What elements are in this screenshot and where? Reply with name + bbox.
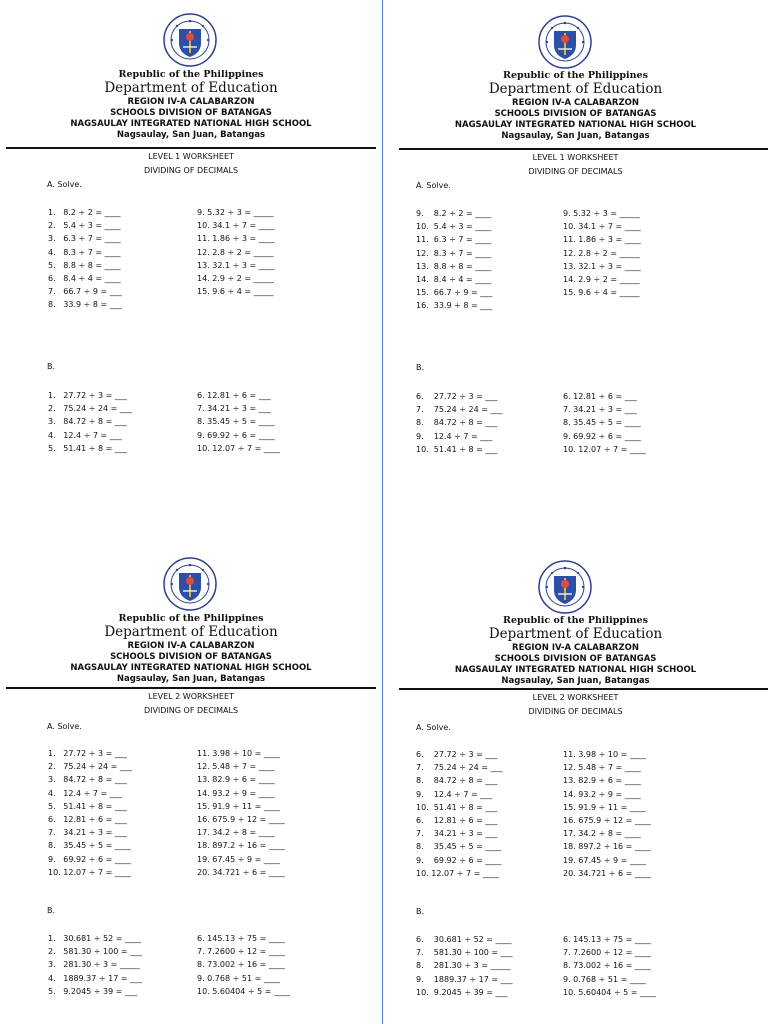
- worksheet-level2-b: [383, 545, 768, 1024]
- department-title: Department of Education: [488, 81, 663, 97]
- section-a-label: A. Solve.: [47, 722, 82, 731]
- region-text: REGION IV-A CALABARZON: [512, 98, 639, 108]
- problem-item: 13. 32.1 ÷ 3 = ____: [563, 261, 641, 271]
- problem-item: 13. 32.1 ÷ 3 = ____: [197, 260, 275, 270]
- section-a-label: A. Solve.: [47, 180, 82, 189]
- school-address: Nagsaulay, San Juan, Batangas: [116, 674, 266, 684]
- problem-item: 8. 35.45 ÷ 5 = ____: [197, 417, 275, 427]
- header-rule: [399, 148, 768, 150]
- problem-item: 19. 67.45 ÷ 9 = ____: [197, 854, 280, 864]
- problem-item: 18. 897.2 ÷ 16 = ____: [563, 842, 651, 852]
- problem-item: 17. 34.2 ÷ 8 = ____: [563, 829, 641, 839]
- problem-item: 10. 12.07 ÷ 7 = ____: [563, 444, 646, 454]
- department-title: Department of Education: [104, 624, 278, 640]
- section-b-right-list: [563, 933, 656, 999]
- worksheet-subtitle: [0, 151, 382, 179]
- problem-item: 4. 1889.37 ÷ 17 = ___: [48, 973, 143, 983]
- problem-item: 10. 51.41 ÷ 8 = ___: [416, 802, 498, 812]
- school-name: NAGSAULAY INTEGRATED NATIONAL HIGH SCHOOL: [70, 663, 312, 673]
- problem-item: 2. 75.24 ÷ 24 = ___: [48, 762, 132, 772]
- republic-text: Republic of the Philippines: [118, 69, 264, 80]
- deped-seal-icon: [538, 15, 592, 69]
- letterhead: [0, 69, 382, 141]
- problem-item: 9. 1889.37 ÷ 17 = ___: [416, 974, 513, 984]
- header-rule: [399, 688, 768, 690]
- problem-item: 3. 84.72 ÷ 8 = ___: [48, 417, 127, 427]
- problem-item: 4. 12.4 ÷ 7 = ___: [48, 788, 122, 798]
- problem-item: 14. 2.9 ÷ 2 = _____: [197, 274, 274, 284]
- header-rule: [6, 147, 376, 149]
- problem-item: 11. 1.86 ÷ 3 = ____: [197, 234, 275, 244]
- republic-text: Republic of the Philippines: [118, 613, 264, 624]
- problem-item: 12. 5.48 ÷ 7 = ____: [197, 762, 275, 772]
- problem-item: 8. 35.45 ÷ 5 = ____: [48, 841, 131, 851]
- worksheet-level: LEVEL 2 WORKSHEET: [532, 693, 619, 702]
- section-b-label: B.: [416, 907, 425, 916]
- school-name: NAGSAULAY INTEGRATED NATIONAL HIGH SCHOOL: [454, 665, 697, 675]
- problem-item: 11. 3.98 ÷ 10 = ____: [563, 750, 646, 759]
- division-text: SCHOOLS DIVISION OF BATANGAS: [494, 654, 657, 664]
- problem-item: 15. 66.7 ÷ 9 = ___: [416, 288, 493, 298]
- problem-item: 5. 51.41 ÷ 8 = ___: [48, 801, 127, 811]
- section-b-label: B.: [47, 906, 56, 915]
- problem-item: 3. 6.3 ÷ 7 = ____: [48, 234, 121, 244]
- republic-text: Republic of the Philippines: [503, 615, 648, 626]
- region-text: REGION IV-A CALABARZON: [512, 643, 639, 653]
- problem-item: 10. 9.2045 ÷ 39 = ___: [416, 987, 508, 997]
- problem-item: 2. 75.24 ÷ 24 = ___: [48, 404, 132, 414]
- problem-item: 14. 93.2 ÷ 9 = ____: [563, 789, 641, 799]
- problem-item: 7. 7.2600 ÷ 12 = ____: [563, 948, 651, 958]
- problem-item: 7. 34.21 ÷ 3 = ___: [563, 405, 637, 415]
- section-a-left-list: [48, 206, 122, 312]
- division-text: SCHOOLS DIVISION OF BATANGAS: [494, 109, 657, 119]
- section-a-label: A. Solve.: [416, 723, 451, 732]
- worksheet-subtitle: [383, 152, 768, 180]
- problem-item: 16. 675.9 ÷ 12 = ____: [197, 815, 285, 825]
- school-address: Nagsaulay, San Juan, Batangas: [116, 130, 266, 140]
- problem-item: 20. 34.721 ÷ 6 = ____: [197, 867, 285, 877]
- problem-item: 5. 9.2045 ÷ 39 = ___: [48, 986, 138, 996]
- section-b-right-list: [563, 390, 646, 456]
- problem-item: 6. 145.13 ÷ 75 = ____: [197, 934, 285, 943]
- problem-item: 5. 8.8 ÷ 8 = ____: [48, 260, 121, 270]
- school-address: Nagsaulay, San Juan, Batangas: [501, 131, 650, 141]
- problem-item: 7. 75.24 ÷ 24 = ___: [416, 405, 503, 415]
- section-b-left-list: [48, 389, 132, 455]
- problem-item: 15. 91.9 ÷ 11 = ____: [563, 802, 646, 812]
- school-name: NAGSAULAY INTEGRATED NATIONAL HIGH SCHOOL: [454, 120, 697, 130]
- problem-item: 6. 12.81 ÷ 6 = ___: [416, 816, 498, 826]
- problem-item: 6. 27.72 ÷ 3 = ___: [416, 750, 498, 759]
- worksheet-level1-a: [0, 0, 382, 540]
- worksheet-subtitle: [0, 691, 382, 719]
- problem-item: 8. 35.45 ÷ 5 = ____: [416, 842, 502, 852]
- problem-item: 19. 67.45 ÷ 9 = ____: [563, 855, 646, 865]
- problem-item: 14. 8.4 ÷ 4 = ____: [416, 275, 492, 285]
- problem-item: 8. 73.002 ÷ 16 = ____: [563, 961, 651, 971]
- problem-item: 6. 30.681 ÷ 52 = ____: [416, 935, 512, 944]
- problem-item: 5. 51.41 ÷ 8 = ___: [48, 443, 127, 453]
- section-a-right-list: [197, 206, 275, 298]
- problem-item: 1. 27.72 ÷ 3 = ___: [48, 749, 127, 758]
- problem-item: 9. 69.92 ÷ 6 = ____: [197, 430, 275, 440]
- section-a-left-list: [48, 747, 132, 879]
- problem-item: 9. 69.92 ÷ 6 = ____: [563, 431, 641, 441]
- problem-item: 7. 7.2600 ÷ 12 = ____: [197, 947, 285, 957]
- problem-item: 8. 33.9 ÷ 8 = ___: [48, 300, 122, 310]
- republic-text: Republic of the Philippines: [503, 70, 648, 81]
- worksheet-topic: DIVIDING OF DECIMALS: [528, 167, 623, 176]
- problem-item: 10. 34.1 ÷ 7 = ____: [197, 221, 275, 231]
- section-b-right-list: [197, 932, 290, 998]
- problem-item: 3. 281.30 ÷ 3 = _____: [48, 960, 140, 970]
- header-rule: [6, 687, 376, 689]
- problem-item: 8. 73.002 ÷ 16 = ____: [197, 960, 285, 970]
- section-a-right-list: [197, 747, 285, 879]
- problem-item: 12. 2.8 ÷ 2 = _____: [197, 247, 274, 257]
- problem-item: 13. 8.8 ÷ 8 = ____: [416, 261, 492, 271]
- region-text: REGION IV-A CALABARZON: [127, 641, 255, 651]
- problem-item: 16. 33.9 ÷ 8 = ___: [416, 301, 493, 311]
- worksheet-level2-a: [0, 545, 382, 1024]
- problem-item: 15. 91.9 ÷ 11 = ____: [197, 801, 280, 811]
- problem-item: 10. 5.60404 ÷ 5 = ____: [197, 986, 291, 996]
- worksheet-level: LEVEL 2 WORKSHEET: [148, 692, 234, 701]
- department-title: Department of Education: [104, 80, 278, 96]
- problem-item: 15. 9.6 ÷ 4 = _____: [197, 287, 274, 297]
- problem-item: 12. 2.8 ÷ 2 = _____: [563, 248, 640, 258]
- worksheet-subtitle: [383, 692, 768, 720]
- problem-item: 6. 12.81 ÷ 6 = ___: [197, 391, 271, 400]
- problem-item: 12. 5.48 ÷ 7 = ____: [563, 763, 641, 773]
- deped-seal-icon: [538, 560, 592, 614]
- problem-item: 6. 145.13 ÷ 75 = ____: [563, 935, 651, 944]
- problem-item: 3. 84.72 ÷ 8 = ___: [48, 775, 127, 785]
- problem-item: 17. 34.2 ÷ 8 = ____: [197, 828, 275, 838]
- worksheet-topic: DIVIDING OF DECIMALS: [528, 707, 623, 716]
- letterhead: [0, 613, 382, 685]
- deped-seal-icon: [163, 557, 217, 611]
- problem-item: 9. 69.92 ÷ 6 = ____: [416, 855, 502, 865]
- problem-item: 20. 34.721 ÷ 6 = ____: [563, 868, 651, 878]
- letterhead: [383, 615, 768, 687]
- problem-item: 11. 3.98 ÷ 10 = ____: [197, 749, 280, 758]
- problem-item: 6. 12.81 ÷ 6 = ___: [48, 815, 127, 825]
- problem-item: 12. 8.3 ÷ 7 = ____: [416, 248, 492, 258]
- problem-item: 10. 12.07 ÷ 7 = ____: [48, 867, 131, 877]
- problem-item: 7. 66.7 ÷ 9 = ___: [48, 287, 122, 297]
- problem-item: 10. 34.1 ÷ 7 = ____: [563, 222, 641, 232]
- section-a-right-list: [563, 748, 651, 880]
- section-b-left-list: [48, 932, 142, 998]
- problem-item: 18. 897.2 ÷ 16 = ____: [197, 841, 285, 851]
- problem-item: 10. 51.41 ÷ 8 = ___: [416, 444, 498, 454]
- problem-item: 13. 82.9 ÷ 6 = ____: [563, 776, 641, 786]
- problem-item: 8. 84.72 ÷ 8 = ___: [416, 776, 498, 786]
- problem-item: 9. 0.768 ÷ 51 = ____: [563, 974, 646, 984]
- region-text: REGION IV-A CALABARZON: [127, 97, 255, 107]
- problem-item: 2. 5.4 ÷ 3 = ____: [48, 221, 121, 231]
- problem-item: 15. 9.6 ÷ 4 = _____: [563, 288, 640, 298]
- problem-item: 8. 281.30 ÷ 3 = _____: [416, 961, 511, 971]
- worksheet-level: LEVEL 1 WORKSHEET: [148, 152, 234, 161]
- problem-item: 6. 12.81 ÷ 6 = ___: [563, 392, 637, 401]
- division-text: SCHOOLS DIVISION OF BATANGAS: [110, 108, 272, 118]
- problem-item: 4. 12.4 ÷ 7 = ___: [48, 430, 122, 440]
- problem-item: 7. 581.30 ÷ 100 = ___: [416, 948, 513, 958]
- problem-item: 14. 2.9 ÷ 2 = _____: [563, 275, 640, 285]
- problem-item: 1. 30.681 ÷ 52 = ____: [48, 934, 142, 943]
- department-title: Department of Education: [488, 626, 663, 642]
- section-b-right-list: [197, 389, 280, 455]
- problem-item: 2. 581.30 ÷ 100 = ___: [48, 947, 143, 957]
- section-b-left-list: [416, 933, 513, 999]
- worksheet-topic: DIVIDING OF DECIMALS: [143, 706, 239, 715]
- section-b-left-list: [416, 390, 502, 456]
- problem-item: 13. 82.9 ÷ 6 = ____: [197, 775, 275, 785]
- problem-item: 9. 12.4 ÷ 7 = ___: [416, 431, 493, 441]
- problem-item: 4. 8.3 ÷ 7 = ____: [48, 247, 121, 257]
- problem-item: 9. 69.92 ÷ 6 = ____: [48, 854, 131, 864]
- problem-item: 10. 12.07 ÷ 7 = ____: [197, 443, 280, 453]
- problem-item: 8. 35.45 ÷ 5 = ____: [563, 418, 641, 428]
- problem-item: 9. 5.32 ÷ 3 = _____: [197, 208, 274, 217]
- problem-item: 11. 1.86 ÷ 3 = ____: [563, 235, 641, 245]
- problem-item: 6. 27.72 ÷ 3 = ___: [416, 392, 498, 401]
- problem-item: 10. 12.07 ÷ 7 = ____: [416, 868, 499, 878]
- deped-seal-icon: [163, 13, 217, 67]
- problem-item: 10. 5.4 ÷ 3 = ____: [416, 222, 492, 232]
- problem-item: 6. 8.4 ÷ 4 = ____: [48, 274, 121, 284]
- problem-item: 1. 27.72 ÷ 3 = ___: [48, 391, 127, 400]
- section-a-left-list: [416, 748, 502, 880]
- problem-item: 1. 8.2 ÷ 2 = ____: [48, 208, 121, 217]
- problem-item: 7. 34.21 ÷ 3 = ___: [48, 828, 127, 838]
- problem-item: 9. 5.32 ÷ 3 = _____: [563, 209, 640, 218]
- problem-item: 7. 34.21 ÷ 3 = ___: [197, 404, 271, 414]
- problem-item: 9. 8.2 ÷ 2 = ____: [416, 209, 492, 218]
- letterhead: [383, 70, 768, 142]
- division-text: SCHOOLS DIVISION OF BATANGAS: [110, 652, 272, 662]
- section-b-label: B.: [47, 362, 56, 371]
- section-a-label: A. Solve.: [416, 181, 451, 190]
- problem-item: 7. 75.24 ÷ 24 = ___: [416, 763, 503, 773]
- problem-item: 9. 0.768 ÷ 51 = ____: [197, 973, 280, 983]
- worksheet-topic: DIVIDING OF DECIMALS: [143, 166, 239, 175]
- worksheet-level: LEVEL 1 WORKSHEET: [532, 153, 619, 162]
- section-a-right-list: [563, 207, 641, 299]
- worksheet-level1-b: [383, 0, 768, 540]
- problem-item: 10. 5.60404 ÷ 5 = ____: [563, 987, 657, 997]
- section-b-label: B.: [416, 363, 425, 372]
- problem-item: 9. 12.4 ÷ 7 = ___: [416, 789, 493, 799]
- problem-item: 8. 84.72 ÷ 8 = ___: [416, 418, 498, 428]
- problem-item: 16. 675.9 ÷ 12 = ____: [563, 816, 651, 826]
- problem-item: 11. 6.3 ÷ 7 = ____: [416, 235, 492, 245]
- school-name: NAGSAULAY INTEGRATED NATIONAL HIGH SCHOOL: [70, 119, 312, 129]
- school-address: Nagsaulay, San Juan, Batangas: [501, 676, 650, 686]
- problem-item: 14. 93.2 ÷ 9 = ____: [197, 788, 275, 798]
- problem-item: 7. 34.21 ÷ 3 = ___: [416, 829, 498, 839]
- section-a-left-list: [416, 207, 492, 313]
